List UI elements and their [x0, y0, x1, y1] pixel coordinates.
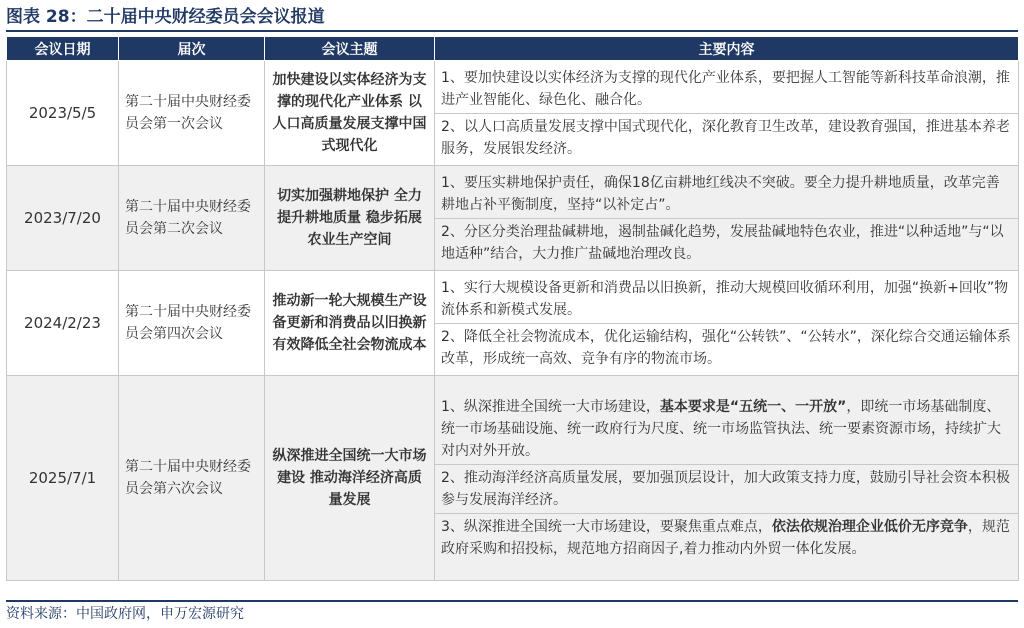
content-item	[435, 394, 1018, 464]
content-text: 1、要加快建设以实体经济为支撑的现代化产业体系，要把握人工智能等新科技革命浪潮，推进产业智能化、绿色化、融合化。	[441, 69, 1010, 108]
meeting-content	[435, 61, 1019, 166]
figure-title: 图表 28：二十届中央财经委员会会议报道	[6, 4, 1018, 32]
meeting-date: 2024/2/23	[7, 271, 119, 376]
meeting-session: 第二十届中央财经委员会第六次会议	[119, 376, 265, 581]
content-item	[435, 218, 1018, 267]
source-note: 资料来源：中国政府网，申万宏源研究	[6, 600, 1018, 626]
content-emphasis: 基本要求是“五统一、一开放”	[659, 399, 847, 415]
meeting-theme: 切实加强耕地保护 全力提升耕地质量 稳步拓展农业生产空间	[265, 166, 435, 271]
meeting-theme: 加快建设以实体经济为支撑的现代化产业体系 以人口高质量发展支撑中国式现代化	[265, 61, 435, 166]
content-text: 3、纵深推进全国统一大市场建设，要聚焦重点难点，	[441, 519, 772, 535]
content-item	[435, 323, 1018, 372]
content-item	[435, 513, 1018, 562]
meeting-date: 2025/7/1	[7, 376, 119, 581]
meeting-content	[435, 376, 1019, 581]
content-text: 1、要压实耕地保护责任，确保18亿亩耕地红线决不突破。要全力提升耕地质量，改革完善耕地占补平衡制度，坚持“以补定占”。	[441, 174, 1000, 213]
meeting-content	[435, 166, 1019, 271]
meeting-theme: 纵深推进全国统一大市场建设 推动海洋经济高质量发展	[265, 376, 435, 581]
meeting-session: 第二十届中央财经委员会第四次会议	[119, 271, 265, 376]
content-item	[435, 170, 1018, 218]
content-text: 1、纵深推进全国统一大市场建设，	[441, 399, 660, 415]
content-text: 2、以人口高质量发展支撑中国式现代化，深化教育卫生改革，建设教育强国，推进基本养老服务，发展银发经济。	[441, 118, 1010, 157]
meeting-table	[6, 36, 1019, 581]
meeting-date: 2023/7/20	[7, 166, 119, 271]
meeting-session: 第二十届中央财经委员会第二次会议	[119, 166, 265, 271]
table-header-row	[7, 37, 1019, 61]
meeting-session: 第二十届中央财经委员会第一次会议	[119, 61, 265, 166]
content-item	[435, 65, 1018, 113]
content-item	[435, 113, 1018, 162]
content-item	[435, 464, 1018, 513]
content-emphasis: 依法依规治理企业低价无序竞争	[771, 519, 968, 535]
table-row	[7, 61, 1019, 166]
content-text: 2、分区分类治理盐碱耕地，遏制盐碱化趋势，发展盐碱地特色农业，推进“以种适地”与“以地适种”结合，大力推广盐碱地治理改良。	[441, 223, 1004, 262]
meeting-date: 2023/5/5	[7, 61, 119, 166]
table-row	[7, 376, 1019, 581]
content-text: ，即统一市场基础制度、统一市场基础设施、统一政府行为尺度、统一市场监管执法、统一要素资源市场，持续扩大对内对外开放。	[441, 399, 1001, 459]
content-text: ，规范政府采购和招投标，规范地方招商因子,着力推动内外贸一体化发展。	[441, 519, 1010, 557]
content-text: 2、降低全社会物流成本，优化运输结构，强化“公转铁”、“公转水”，深化综合交通运输体系改革，形成统一高效、竞争有序的物流市场。	[441, 328, 1011, 367]
header-date: 会议日期	[7, 37, 119, 61]
header-theme: 会议主题	[265, 37, 435, 61]
content-text: 2、推动海洋经济高质量发展，要加强顶层设计，加大政策支持力度，鼓励引导社会资本积极参与发展海洋经济。	[441, 470, 1010, 508]
meeting-theme: 推动新一轮大规模生产设备更新和消费品以旧换新 有效降低全社会物流成本	[265, 271, 435, 376]
table-row	[7, 271, 1019, 376]
header-session: 届次	[119, 37, 265, 61]
content-text: 1、实行大规模设备更新和消费品以旧换新，推动大规模回收循环利用，加强“换新+回收”物流体系和新模式发展。	[441, 279, 1009, 318]
meeting-content	[435, 271, 1019, 376]
content-item	[435, 275, 1018, 323]
table-row	[7, 166, 1019, 271]
header-content: 主要内容	[435, 37, 1019, 61]
